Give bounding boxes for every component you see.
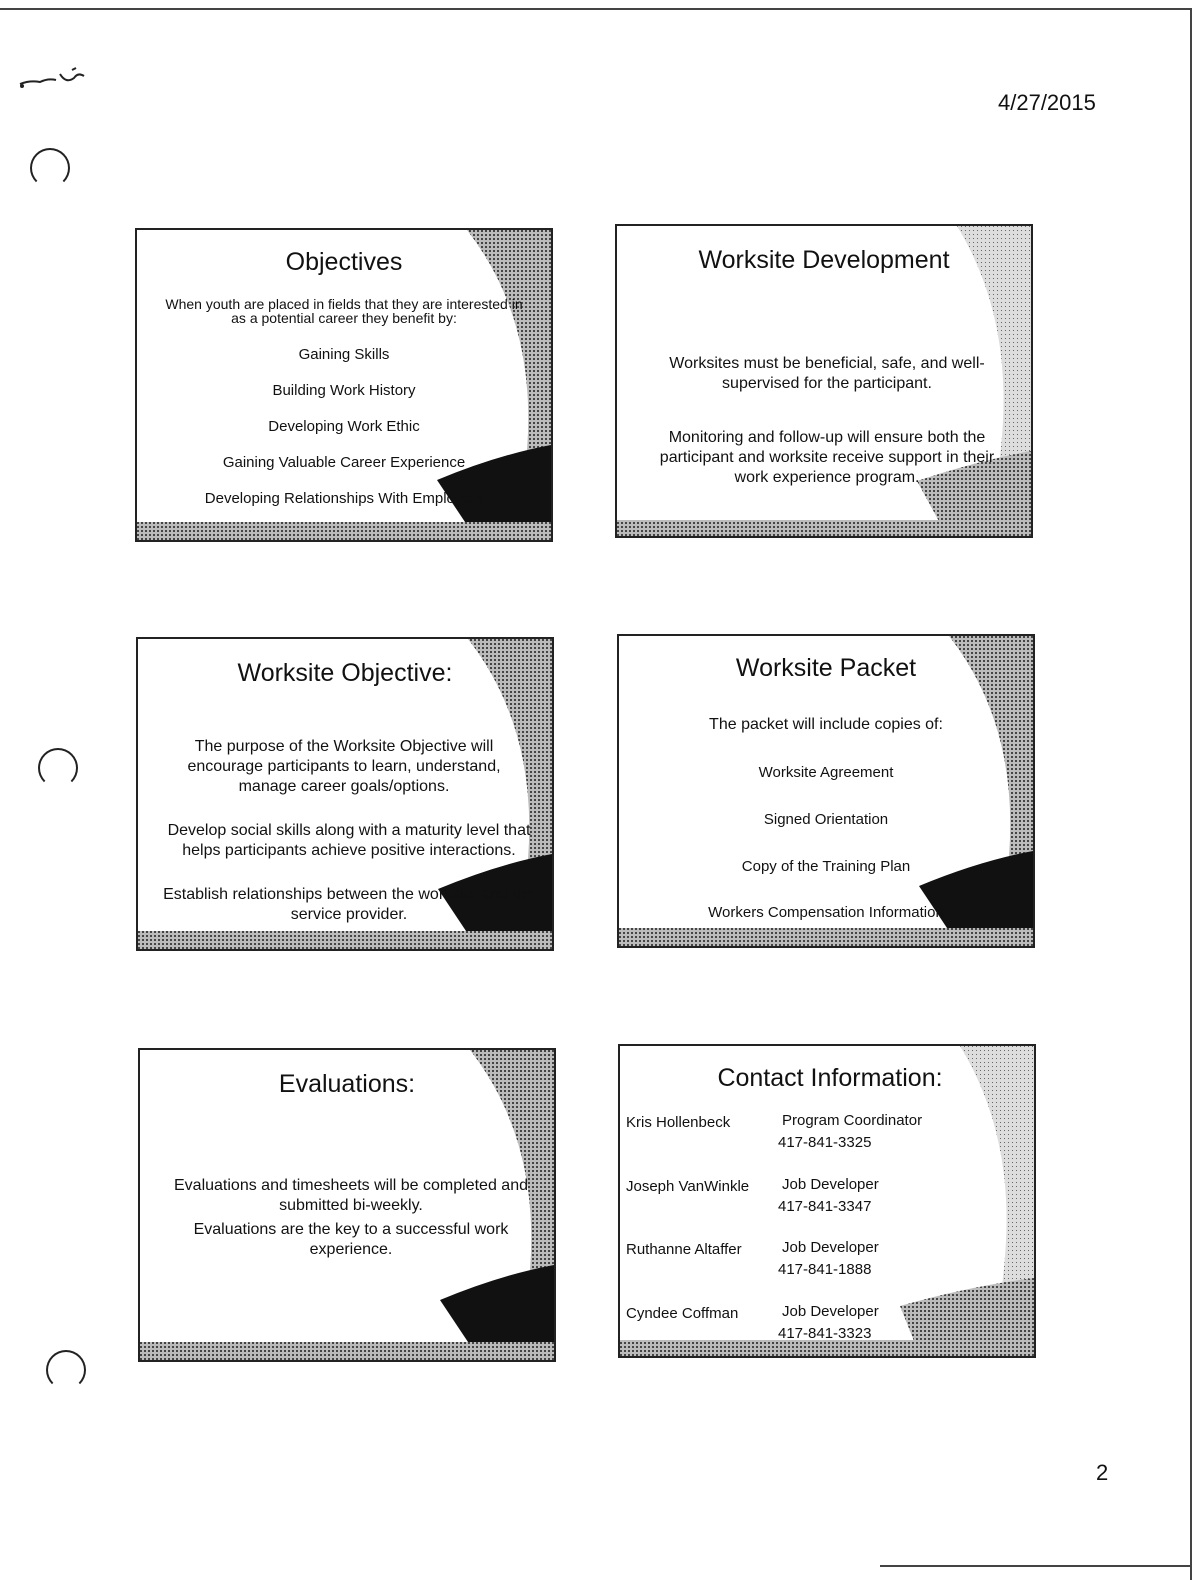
slide-paragraph xyxy=(144,821,554,861)
paragraph-line: supervised for the participant. xyxy=(722,375,932,392)
slide-title: Evaluations: xyxy=(278,1070,416,1098)
list-item: Gaining Skills xyxy=(298,346,390,363)
slide-paragraph xyxy=(627,428,1027,488)
handwritten-mark xyxy=(16,62,96,92)
paragraph-line: work experience program. xyxy=(734,469,920,486)
contact-role: Job Developer xyxy=(782,1239,879,1256)
paragraph-line: manage career goals/options. xyxy=(238,778,450,795)
paragraph-line: Evaluations are the key to a successful work xyxy=(193,1221,509,1238)
contact-role: Job Developer xyxy=(782,1303,879,1320)
slide-title: Contact Information: xyxy=(717,1064,943,1092)
list-item: Gaining Valuable Career Experience xyxy=(222,454,466,471)
paragraph-line: experience. xyxy=(309,1241,393,1258)
slide-title: Worksite Packet xyxy=(735,654,917,682)
paragraph-line: service provider. xyxy=(290,906,408,923)
slide-intro: The packet will include copies of: xyxy=(709,716,943,733)
slide-worksite-development xyxy=(615,224,1033,538)
print-date: 4/27/2015 xyxy=(998,90,1096,115)
paragraph-line: participant and worksite receive support in their xyxy=(659,449,995,466)
list-item: Developing Relationships With Employers xyxy=(204,490,484,507)
paragraph-line: Develop social skills along with a maturity level that xyxy=(167,822,531,839)
paragraph-line: Establish relationships between the worksite and the xyxy=(163,886,535,903)
page-edge-top xyxy=(0,8,1192,10)
slide-title: Worksite Development xyxy=(698,246,950,274)
paragraph-line: Evaluations and timesheets will be completed and xyxy=(174,1177,528,1194)
binder-hole-middle xyxy=(38,748,78,788)
slide-contact-information xyxy=(618,1044,1036,1358)
page-edge-right xyxy=(1190,8,1192,1580)
binder-hole-bottom xyxy=(46,1350,86,1390)
contact-name: Kris Hollenbeck xyxy=(626,1114,731,1131)
list-item: Signed Orientation xyxy=(763,811,889,828)
slide-title: Worksite Objective: xyxy=(237,659,453,687)
list-item: Worksite Agreement xyxy=(758,764,894,781)
slide-paragraph xyxy=(146,1176,556,1216)
contact-role: Program Coordinator xyxy=(782,1112,923,1129)
contact-name: Cyndee Coffman xyxy=(626,1305,739,1322)
contact-name: Joseph VanWinkle xyxy=(626,1178,750,1195)
slide-title: Objectives xyxy=(285,248,403,276)
paragraph-line: encourage participants to learn, understand, xyxy=(187,758,501,775)
paragraph-line: Monitoring and follow-up will ensure both the xyxy=(668,429,986,446)
slide-objectives xyxy=(135,228,553,542)
list-item: Building Work History xyxy=(272,382,416,399)
slide-paragraph xyxy=(144,737,544,797)
list-item: Developing Work Ethic xyxy=(268,418,420,435)
contact-phone: 417-841-3325 xyxy=(778,1134,872,1151)
contact-name: Ruthanne Altaffer xyxy=(626,1241,742,1258)
contact-phone: 417-841-3323 xyxy=(778,1325,872,1342)
slide-worksite-objective xyxy=(136,637,554,951)
slide-paragraph xyxy=(146,1220,556,1260)
slide-evaluations xyxy=(138,1048,556,1362)
paragraph-line: submitted bi-weekly. xyxy=(279,1197,423,1214)
list-item: Copy of the Training Plan xyxy=(741,858,911,875)
slide-paragraph xyxy=(627,354,1027,394)
page-number: 2 xyxy=(1096,1460,1109,1485)
list-item: Workers Compensation Information xyxy=(708,904,944,921)
binder-hole-top xyxy=(30,148,70,188)
slide-worksite-packet xyxy=(617,634,1035,948)
slide-intro-line-1: When youth are placed in fields that they are interested in xyxy=(165,296,523,312)
contact-phone: 417-841-3347 xyxy=(778,1198,872,1215)
contact-role: Job Developer xyxy=(782,1176,879,1193)
paragraph-line: Worksites must be beneficial, safe, and well- xyxy=(669,355,985,372)
page-edge-bottom xyxy=(880,1565,1192,1567)
slide-paragraph xyxy=(142,885,554,925)
paragraph-line: helps participants achieve positive interactions. xyxy=(182,842,516,859)
slide-intro-line-2: as a potential career they benefit by: xyxy=(231,310,457,326)
paragraph-line: The purpose of the Worksite Objective will xyxy=(194,738,494,755)
contact-phone: 417-841-1888 xyxy=(778,1261,872,1278)
